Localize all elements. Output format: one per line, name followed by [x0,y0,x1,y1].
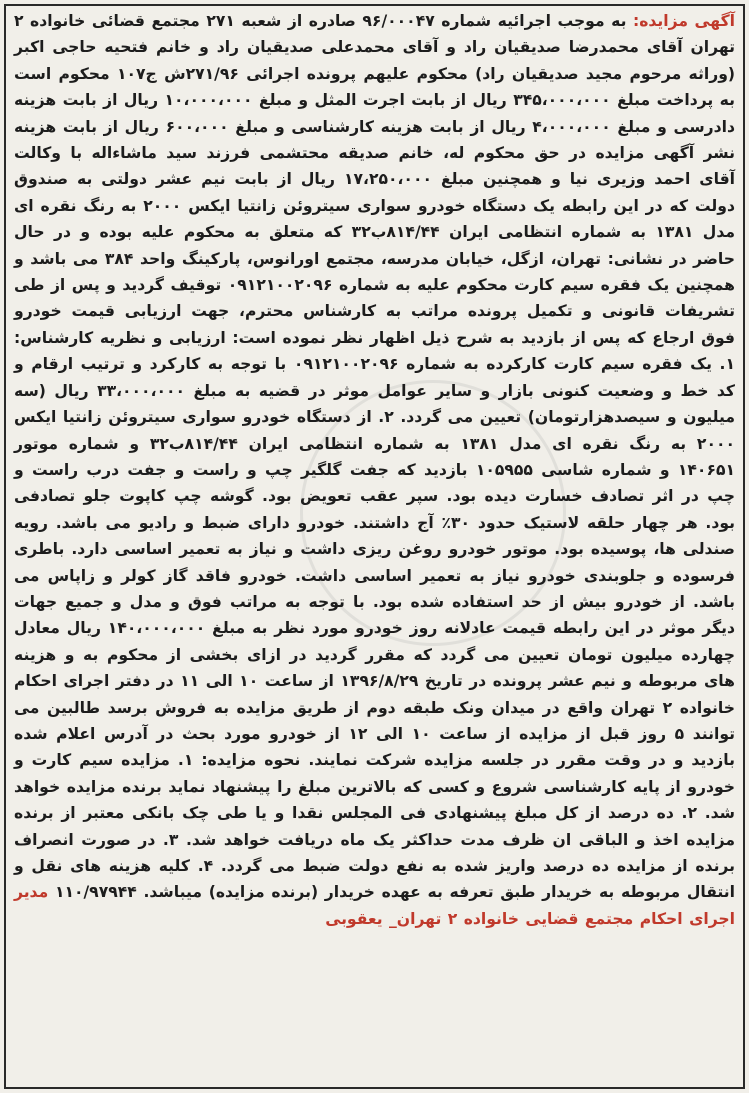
auction-notice [14,8,735,932]
notice-signature: مدیر اجرای احکام مجتمع قضایی خانواده ۲ تهران_ یعقوبی [14,883,735,928]
notice-title: آگهی مزایده: [632,12,735,30]
case-number: ۱۱۰/۹۷۹۴۴ [48,883,144,902]
notice-body: به موجب اجرائیه شماره ۹۶/۰۰۰۴۷ صادره از شعبه ۲۷۱ مجتمع قضائی خانواده ۲ تهران آقای محمدرضا صدیقیان راد و آقای محمدعلی صدیقیان راد و خانم فتحیه حاجی اکبر (وراثه مرحوم مجید صدیقیان راد) محکوم علیهم پرونده اجرائی ۲۷۱/۹۶ش ج۱۰۷ محکوم است به پرداخت مبلغ ۳۴۵،۰۰۰،۰۰۰ ریال از بابت اجرت المثل و مبلغ ۱۰،۰۰۰،۰۰۰ ریال از بابت هزینه دادرسی و مبلغ ۴،۰۰۰،۰۰۰ ریال از بابت هزینه کارشناسی و مبلغ ۶۰۰،۰۰۰ ریال از بابت هزینه نشر آگهی مزایده در حق محکوم له، خانم صدیقه محتشمی فرزند سید ماشاءاله با وکالت آقای احمد وزیری نیا و همچنین مبلغ ۱۷،۲۵۰،۰۰۰ ریال از بابت نیم عشر دولتی به صندوق دولت که در این رابطه یک دستگاه خودرو سواری سیتروئن زانتیا ایکس ۲۰۰۰ به رنگ نقره ای مدل ۱۳۸۱ به شماره انتظامی ایران ۸۱۴/۴۴ب۳۲ که متعلق به محکوم علیه بوده و در حال حاضر در نشانی: تهران، ازگل، خیابان مدرسه، مجتمع اورانوس، پارکینگ واحد ۳۸۴ می باشد و همچنین یک فقره سیم کارت محکوم علیه به شماره ۰۹۱۲۱۰۰۲۰۹۶ توقیف گردید و پس از طی تشریفات قانونی و تکمیل پرونده مراتب به کارشناس محترم، جهت ارزیابی قیمت خودرو فوق ارجاع که پس از بازدید به شرح ذیل اظهار نظر نموده است: ارزیابی و نظریه کارشناس: ۱. یک فقره سیم کارت کارکرده به شماره ۰۹۱۲۱۰۰۲۰۹۶ با توجه به کارکرد و ترتیب ارقام و کد خط و وضعیت کنونی بازار و سایر عوامل موثر در قضیه به مبلغ ۳۳،۰۰۰،۰۰۰ ریال (سه میلیون و سیصدهزارتومان) تعیین می گردد. ۲. از دستگاه خودرو سواری سیتروئن زانتیا ایکس ۲۰۰۰ به رنگ نقره ای مدل ۱۳۸۱ به شماره انتظامی ایران ۸۱۴/۴۴ب۳۲ و شماره موتور ۱۴۰۶۵۱ و شماره شاسی ۱۰۵۹۵۵ بازدید که جفت گلگیر چپ و راست و جفت درب راست و چپ در اثر تصادف خسارت دیده بود. سپر عقب تعویض بود. گوشه چپ کاپوت جلو تصادفی بود. هر چهار حلقه لاستیک حدود ۳۰٪ آج داشتند. خودرو دارای ضبط و رادیو می باشد. رویه صندلی ها، پوسیده بود. موتور خودرو روغن ریزی داشت و نیاز به تعمیر اساسی دارد. باطری فرسوده و جلوبندی خودرو نیاز به تعمیر اساسی داشت. خودرو فاقد گاز کولر و زاپاس می باشد. از خودرو بیش از حد استفاده شده بود. با توجه به مراتب فوق و مدل و جمیع جهات دیگر موثر در این رابطه قیمت عادلانه روز خودرو مورد نظر به مبلغ ۱۴۰،۰۰۰،۰۰۰ ریال معادل چهارده میلیون تومان تعیین می گردد که مقرر گردید در ازای بخشی از محکوم به و هزینه های مربوطه و نیم عشر پرونده در تاریخ ۱۳۹۶/۸/۲۹ از ساعت ۱۰ الی ۱۱ در دفتر اجرای احکام خانواده ۲ تهران واقع در میدان ونک طبقه دوم از طریق مزایده به فروش برسد طالبین می توانند ۵ روز قبل از مزایده از ساعت ۱۰ الی ۱۲ از خودرو مورد بحث در آدرس اعلام شده بازدید و در وقت مقرر در جلسه مزایده شرکت نمایند. نحوه مزایده: ۱. مزایده سیم کارت و خودرو از پایه کارشناسی شروع و کسی که بالاترین مبلغ را پیشنهاد نماید برنده مزایده خواهد شد. ۲. ده درصد از کل مبلغ پیشنهادی فی المجلس نقدا و یا طی چک بانکی معتبر از برنده مزایده اخذ و الباقی ان ظرف مدت حداکثر یک ماه دریافت خواهد شد. ۳. در صورت انصراف برنده از مزایده ده درصد واریز شده به نفع دولت ضبط می گردد. ۴. کلیه هزینه های نقل و انتقال مربوطه به خریدار طبق تعرفه به عهده خریدار (برنده مزایده) میباشد. [13,12,736,902]
